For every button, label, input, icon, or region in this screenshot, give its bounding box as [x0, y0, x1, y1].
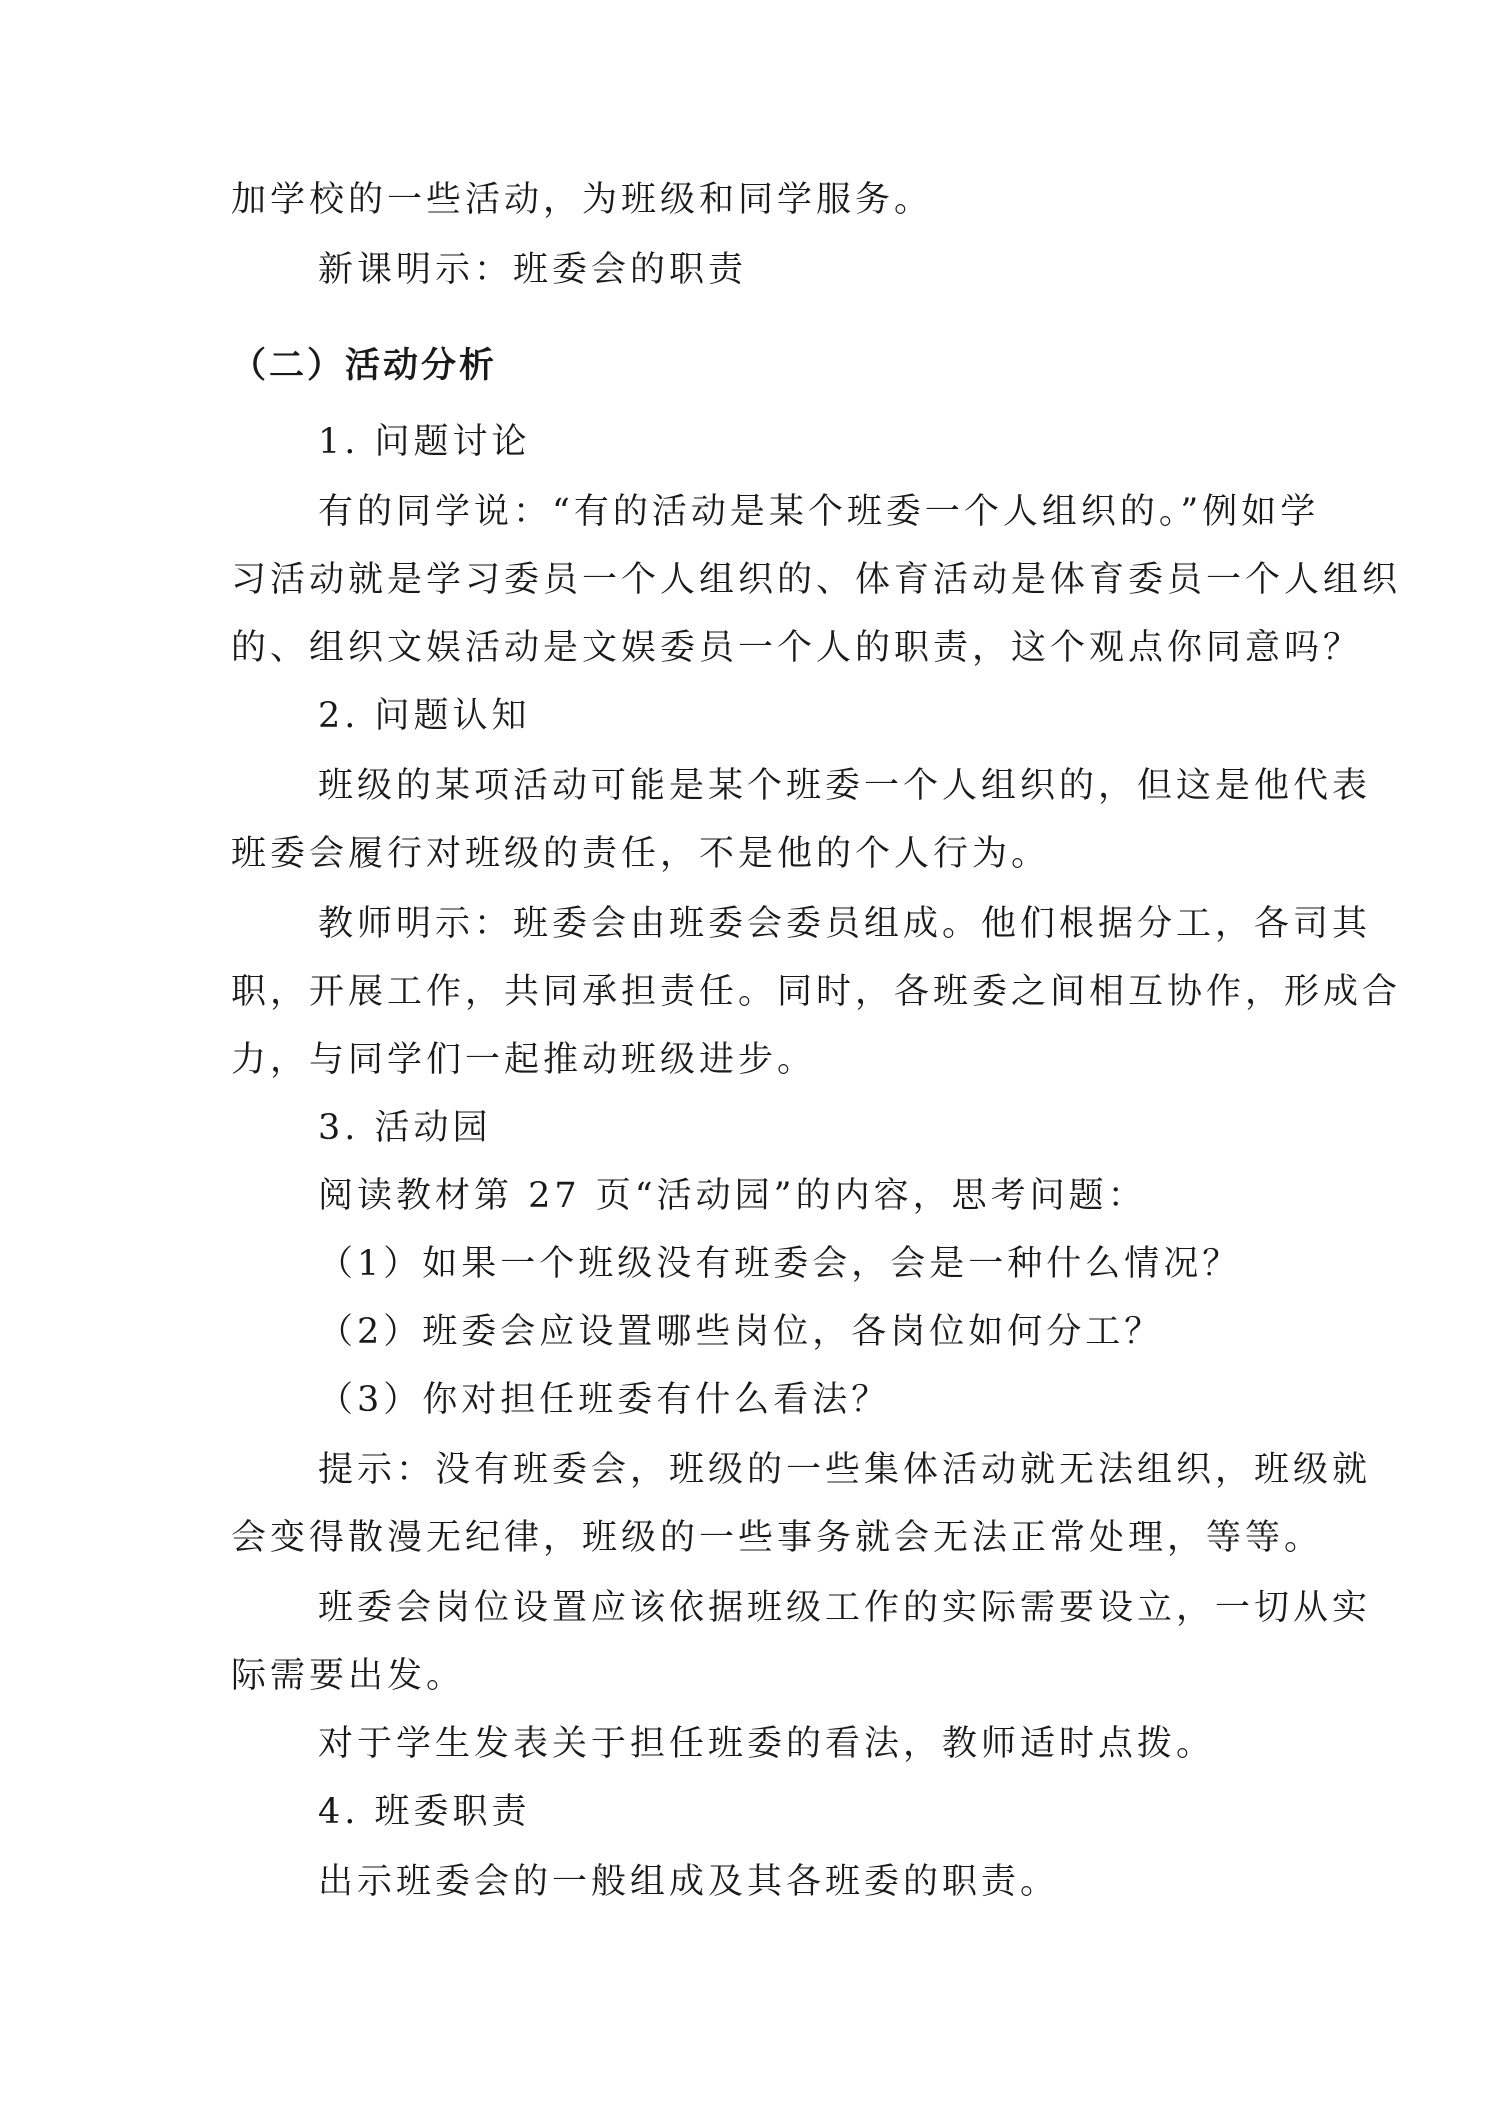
paragraph-line: 出示班委会的一般组成及其各班委的职责。 — [318, 1862, 1060, 1902]
paragraph-line: 有的同学说：“有的活动是某个班委一个人组织的。”例如学 — [318, 492, 1320, 532]
question-item: （3）你对担任班委有什么看法？ — [318, 1380, 891, 1420]
subsection-title: 1. 问题讨论 — [318, 422, 531, 462]
section-heading: （二）活动分析 — [231, 346, 498, 386]
paragraph-line: 会变得散漫无纪律，班级的一些事务就会无法正常处理，等等。 — [231, 1518, 1324, 1558]
question-item: （2）班委会应设置哪些岗位，各岗位如何分工？ — [318, 1312, 1164, 1352]
paragraph-line: 班委会岗位设置应该依据班级工作的实际需要设立，一切从实 — [318, 1588, 1372, 1628]
question-item: （1）如果一个班级没有班委会，会是一种什么情况？ — [318, 1244, 1242, 1284]
paragraph-line: 际需要出发。 — [231, 1656, 466, 1696]
subsection-title: 2. 问题认知 — [318, 696, 531, 736]
paragraph-line: 加学校的一些活动，为班级和同学服务。 — [231, 180, 934, 220]
new-lesson-note: 新课明示：班委会的职责 — [318, 250, 748, 290]
paragraph-line: 职，开展工作，共同承担责任。同时，各班委之间相互协作，形成合 — [231, 972, 1402, 1012]
subsection-title: 3. 活动园 — [318, 1108, 492, 1148]
paragraph-line: 力，与同学们一起推动班级进步。 — [231, 1040, 817, 1080]
paragraph-line: 提示：没有班委会，班级的一些集体活动就无法组织，班级就 — [318, 1450, 1372, 1490]
paragraph-line: 阅读教材第 27 页“活动园”的内容，思考问题： — [318, 1176, 1147, 1216]
paragraph-line: 班委会履行对班级的责任，不是他的个人行为。 — [231, 834, 1051, 874]
paragraph-line: 班级的某项活动可能是某个班委一个人组织的，但这是他代表 — [318, 766, 1372, 806]
paragraph-line: 习活动就是学习委员一个人组织的、体育活动是体育委员一个人组织 — [231, 560, 1402, 600]
paragraph-line: 的、组织文娱活动是文娱委员一个人的职责，这个观点你同意吗？ — [231, 628, 1363, 668]
paragraph-line: 教师明示：班委会由班委会委员组成。他们根据分工，各司其 — [318, 904, 1372, 944]
paragraph-line: 对于学生发表关于担任班委的看法，教师适时点拨。 — [318, 1724, 1216, 1764]
subsection-title: 4. 班委职责 — [318, 1792, 531, 1832]
